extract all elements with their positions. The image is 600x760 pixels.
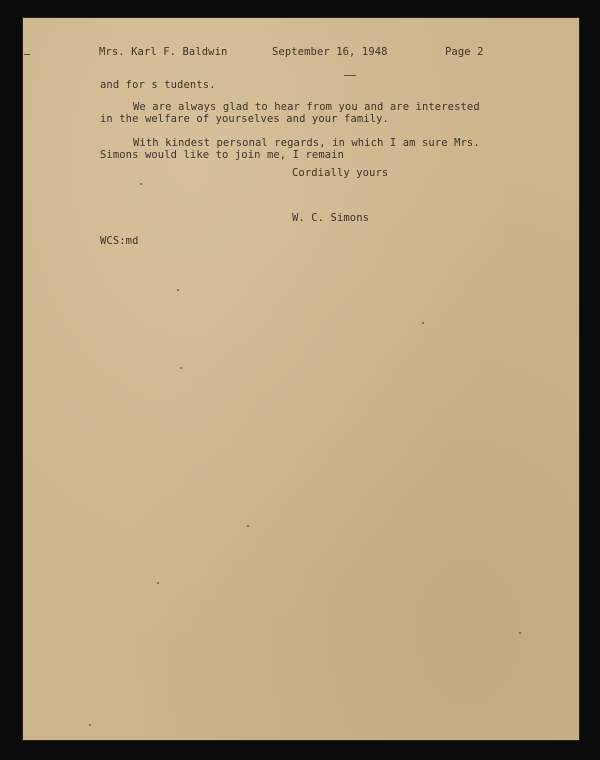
paper-speck <box>519 632 521 634</box>
header-date: September 16, 1948 <box>272 46 388 58</box>
header-page-number: Page 2 <box>445 46 484 58</box>
paper-speck <box>180 367 182 369</box>
header-recipient: Mrs. Karl F. Baldwin <box>99 46 228 58</box>
paper-mark <box>24 54 30 55</box>
reference-initials: WCS:md <box>100 235 139 247</box>
paper-speck <box>422 322 424 324</box>
body-paragraph-1-line-1: We are always glad to hear from you and are interested <box>133 101 480 113</box>
paper-mark <box>344 75 356 76</box>
body-paragraph-2-line-1: With kindest personal regards, in which I am sure Mrs. <box>133 137 480 149</box>
body-continuation-line: and for s tudents. <box>100 79 216 91</box>
paper-speck <box>157 582 159 584</box>
paper-speck <box>89 724 91 726</box>
letter-page <box>22 17 580 741</box>
signature-name: W. C. Simons <box>292 212 370 224</box>
body-paragraph-2-line-2: Simons would like to join me, I remain <box>100 149 345 161</box>
paper-speck <box>247 525 249 527</box>
closing-salutation: Cordially yours <box>292 167 389 179</box>
paper-speck <box>177 289 179 291</box>
body-paragraph-1-line-2: in the welfare of yourselves and your family. <box>100 113 389 125</box>
paper-speck <box>140 183 142 185</box>
